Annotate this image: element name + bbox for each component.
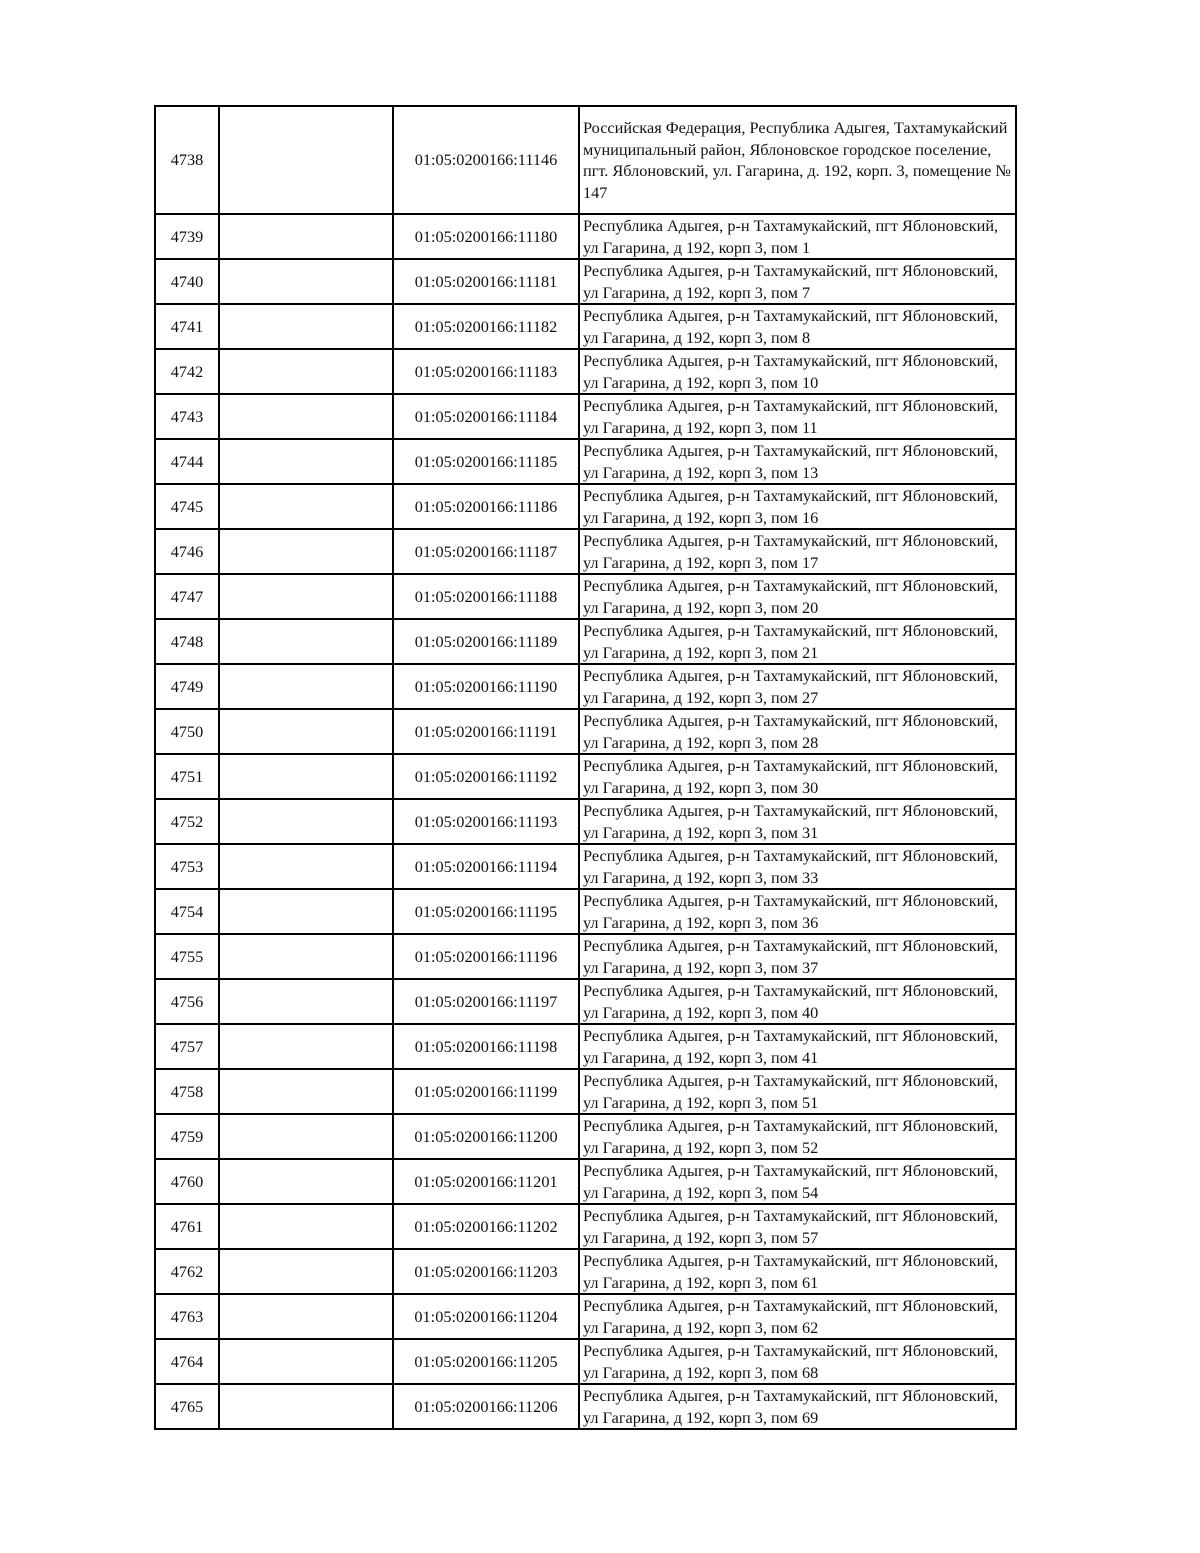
table-row [155, 889, 1016, 934]
row-owner-cell [219, 979, 393, 1024]
row-address: Республика Адыгея, р-н Тахтамукайский, пгт Яблоновский, ул Гагарина, д 192, корп 3, пом 17 [579, 529, 1016, 574]
row-owner-cell [219, 106, 393, 214]
row-cadastral-number: 01:05:0200166:11193 [393, 799, 579, 844]
row-cadastral-number: 01:05:0200166:11184 [393, 394, 579, 439]
row-address: Республика Адыгея, р-н Тахтамукайский, пгт Яблоновский, ул Гагарина, д 192, корп 3, пом 41 [579, 1024, 1016, 1069]
row-number: 4762 [155, 1249, 219, 1294]
row-number: 4754 [155, 889, 219, 934]
row-cadastral-number: 01:05:0200166:11195 [393, 889, 579, 934]
row-number: 4739 [155, 214, 219, 259]
registry-table-body [155, 106, 1016, 1429]
row-owner-cell [219, 439, 393, 484]
row-number: 4741 [155, 304, 219, 349]
row-number: 4761 [155, 1204, 219, 1249]
row-owner-cell [219, 259, 393, 304]
table-row [155, 304, 1016, 349]
row-owner-cell [219, 304, 393, 349]
table-row [155, 1339, 1016, 1384]
row-owner-cell [219, 1384, 393, 1429]
table-row [155, 1024, 1016, 1069]
row-cadastral-number: 01:05:0200166:11201 [393, 1159, 579, 1204]
table-row [155, 1294, 1016, 1339]
row-address: Республика Адыгея, р-н Тахтамукайский, пгт Яблоновский, ул Гагарина, д 192, корп 3, пом 68 [579, 1339, 1016, 1384]
row-owner-cell [219, 754, 393, 799]
row-cadastral-number: 01:05:0200166:11204 [393, 1294, 579, 1339]
table-row [155, 214, 1016, 259]
row-address: Республика Адыгея, р-н Тахтамукайский, пгт Яблоновский, ул Гагарина, д 192, корп 3, пом 37 [579, 934, 1016, 979]
row-number: 4749 [155, 664, 219, 709]
table-row [155, 1384, 1016, 1429]
row-cadastral-number: 01:05:0200166:11180 [393, 214, 579, 259]
table-row [155, 709, 1016, 754]
row-address: Республика Адыгея, р-н Тахтамукайский, пгт Яблоновский, ул Гагарина, д 192, корп 3, пом 16 [579, 484, 1016, 529]
table-row [155, 1114, 1016, 1159]
table-row [155, 1204, 1016, 1249]
table-row [155, 934, 1016, 979]
row-owner-cell [219, 1339, 393, 1384]
row-owner-cell [219, 664, 393, 709]
row-cadastral-number: 01:05:0200166:11205 [393, 1339, 579, 1384]
row-address: Республика Адыгея, р-н Тахтамукайский, пгт Яблоновский, ул Гагарина, д 192, корп 3, пом 10 [579, 349, 1016, 394]
row-owner-cell [219, 484, 393, 529]
table-row [155, 349, 1016, 394]
row-cadastral-number: 01:05:0200166:11206 [393, 1384, 579, 1429]
row-cadastral-number: 01:05:0200166:11189 [393, 619, 579, 664]
row-address: Республика Адыгея, р-н Тахтамукайский, пгт Яблоновский, ул Гагарина, д 192, корп 3, пом 30 [579, 754, 1016, 799]
row-address: Республика Адыгея, р-н Тахтамукайский, пгт Яблоновский, ул Гагарина, д 192, корп 3, пом 51 [579, 1069, 1016, 1114]
row-number: 4743 [155, 394, 219, 439]
row-number: 4745 [155, 484, 219, 529]
row-owner-cell [219, 709, 393, 754]
table-row [155, 1249, 1016, 1294]
row-address: Республика Адыгея, р-н Тахтамукайский, пгт Яблоновский, ул Гагарина, д 192, корп 3, пом 28 [579, 709, 1016, 754]
row-address: Республика Адыгея, р-н Тахтамукайский, пгт Яблоновский, ул Гагарина, д 192, корп 3, пом 1 [579, 214, 1016, 259]
row-address: Республика Адыгея, р-н Тахтамукайский, пгт Яблоновский, ул Гагарина, д 192, корп 3, пом 21 [579, 619, 1016, 664]
row-number: 4759 [155, 1114, 219, 1159]
row-number: 4740 [155, 259, 219, 304]
row-address: Республика Адыгея, р-н Тахтамукайский, пгт Яблоновский, ул Гагарина, д 192, корп 3, пом 33 [579, 844, 1016, 889]
row-owner-cell [219, 1294, 393, 1339]
table-row [155, 844, 1016, 889]
row-address: Республика Адыгея, р-н Тахтамукайский, пгт Яблоновский, ул Гагарина, д 192, корп 3, пом 31 [579, 799, 1016, 844]
row-owner-cell [219, 1024, 393, 1069]
row-owner-cell [219, 529, 393, 574]
row-owner-cell [219, 349, 393, 394]
row-number: 4755 [155, 934, 219, 979]
row-number: 4756 [155, 979, 219, 1024]
row-address: Российская Федерация, Республика Адыгея, Тахтамукайский муниципальный район, Яблоновское городское поселение, пгт. Яблоновский, ул. Гагарина, д. 192, корп. 3, помещение № 147 [579, 106, 1016, 214]
row-owner-cell [219, 934, 393, 979]
row-owner-cell [219, 1204, 393, 1249]
row-address: Республика Адыгея, р-н Тахтамукайский, пгт Яблоновский, ул Гагарина, д 192, корп 3, пом 52 [579, 1114, 1016, 1159]
row-cadastral-number: 01:05:0200166:11198 [393, 1024, 579, 1069]
row-number: 4750 [155, 709, 219, 754]
table-row [155, 619, 1016, 664]
table-row [155, 1069, 1016, 1114]
table-row [155, 664, 1016, 709]
table-row [155, 394, 1016, 439]
table-row [155, 439, 1016, 484]
row-address: Республика Адыгея, р-н Тахтамукайский, пгт Яблоновский, ул Гагарина, д 192, корп 3, пом 57 [579, 1204, 1016, 1249]
row-address: Республика Адыгея, р-н Тахтамукайский, пгт Яблоновский, ул Гагарина, д 192, корп 3, пом 20 [579, 574, 1016, 619]
row-address: Республика Адыгея, р-н Тахтамукайский, пгт Яблоновский, ул Гагарина, д 192, корп 3, пом 11 [579, 394, 1016, 439]
row-number: 4757 [155, 1024, 219, 1069]
table-row [155, 1159, 1016, 1204]
row-address: Республика Адыгея, р-н Тахтамукайский, пгт Яблоновский, ул Гагарина, д 192, корп 3, пом 62 [579, 1294, 1016, 1339]
row-owner-cell [219, 394, 393, 439]
row-owner-cell [219, 889, 393, 934]
row-address: Республика Адыгея, р-н Тахтамукайский, пгт Яблоновский, ул Гагарина, д 192, корп 3, пом 40 [579, 979, 1016, 1024]
row-owner-cell [219, 214, 393, 259]
row-cadastral-number: 01:05:0200166:11202 [393, 1204, 579, 1249]
table-row [155, 979, 1016, 1024]
row-cadastral-number: 01:05:0200166:11191 [393, 709, 579, 754]
row-address: Республика Адыгея, р-н Тахтамукайский, пгт Яблоновский, ул Гагарина, д 192, корп 3, пом 54 [579, 1159, 1016, 1204]
row-number: 4747 [155, 574, 219, 619]
table-row [155, 259, 1016, 304]
row-cadastral-number: 01:05:0200166:11197 [393, 979, 579, 1024]
row-owner-cell [219, 1069, 393, 1114]
row-number: 4753 [155, 844, 219, 889]
row-number: 4765 [155, 1384, 219, 1429]
row-cadastral-number: 01:05:0200166:11196 [393, 934, 579, 979]
row-cadastral-number: 01:05:0200166:11187 [393, 529, 579, 574]
row-number: 4760 [155, 1159, 219, 1204]
row-cadastral-number: 01:05:0200166:11146 [393, 106, 579, 214]
row-cadastral-number: 01:05:0200166:11190 [393, 664, 579, 709]
row-cadastral-number: 01:05:0200166:11199 [393, 1069, 579, 1114]
row-number: 4751 [155, 754, 219, 799]
table-row [155, 529, 1016, 574]
table-row [155, 799, 1016, 844]
row-address: Республика Адыгея, р-н Тахтамукайский, пгт Яблоновский, ул Гагарина, д 192, корп 3, пом 8 [579, 304, 1016, 349]
row-owner-cell [219, 619, 393, 664]
row-owner-cell [219, 1249, 393, 1294]
row-cadastral-number: 01:05:0200166:11186 [393, 484, 579, 529]
row-number: 4742 [155, 349, 219, 394]
row-number: 4758 [155, 1069, 219, 1114]
table-row [155, 106, 1016, 214]
table-row [155, 574, 1016, 619]
row-owner-cell [219, 1159, 393, 1204]
row-number: 4763 [155, 1294, 219, 1339]
registry-table [154, 105, 1017, 1430]
row-number: 4744 [155, 439, 219, 484]
row-number: 4752 [155, 799, 219, 844]
row-address: Республика Адыгея, р-н Тахтамукайский, пгт Яблоновский, ул Гагарина, д 192, корп 3, пом 61 [579, 1249, 1016, 1294]
row-cadastral-number: 01:05:0200166:11183 [393, 349, 579, 394]
row-cadastral-number: 01:05:0200166:11200 [393, 1114, 579, 1159]
table-row [155, 484, 1016, 529]
row-address: Республика Адыгея, р-н Тахтамукайский, пгт Яблоновский, ул Гагарина, д 192, корп 3, пом 13 [579, 439, 1016, 484]
row-owner-cell [219, 844, 393, 889]
row-number: 4748 [155, 619, 219, 664]
row-cadastral-number: 01:05:0200166:11194 [393, 844, 579, 889]
row-cadastral-number: 01:05:0200166:11203 [393, 1249, 579, 1294]
row-number: 4746 [155, 529, 219, 574]
row-number: 4738 [155, 106, 219, 214]
row-cadastral-number: 01:05:0200166:11192 [393, 754, 579, 799]
row-address: Республика Адыгея, р-н Тахтамукайский, пгт Яблоновский, ул Гагарина, д 192, корп 3, пом 36 [579, 889, 1016, 934]
table-row [155, 754, 1016, 799]
row-cadastral-number: 01:05:0200166:11181 [393, 259, 579, 304]
row-address: Республика Адыгея, р-н Тахтамукайский, пгт Яблоновский, ул Гагарина, д 192, корп 3, пом 7 [579, 259, 1016, 304]
row-address: Республика Адыгея, р-н Тахтамукайский, пгт Яблоновский, ул Гагарина, д 192, корп 3, пом 27 [579, 664, 1016, 709]
row-owner-cell [219, 1114, 393, 1159]
row-cadastral-number: 01:05:0200166:11182 [393, 304, 579, 349]
row-cadastral-number: 01:05:0200166:11185 [393, 439, 579, 484]
row-number: 4764 [155, 1339, 219, 1384]
row-address: Республика Адыгея, р-н Тахтамукайский, пгт Яблоновский, ул Гагарина, д 192, корп 3, пом 69 [579, 1384, 1016, 1429]
row-owner-cell [219, 574, 393, 619]
row-cadastral-number: 01:05:0200166:11188 [393, 574, 579, 619]
row-owner-cell [219, 799, 393, 844]
